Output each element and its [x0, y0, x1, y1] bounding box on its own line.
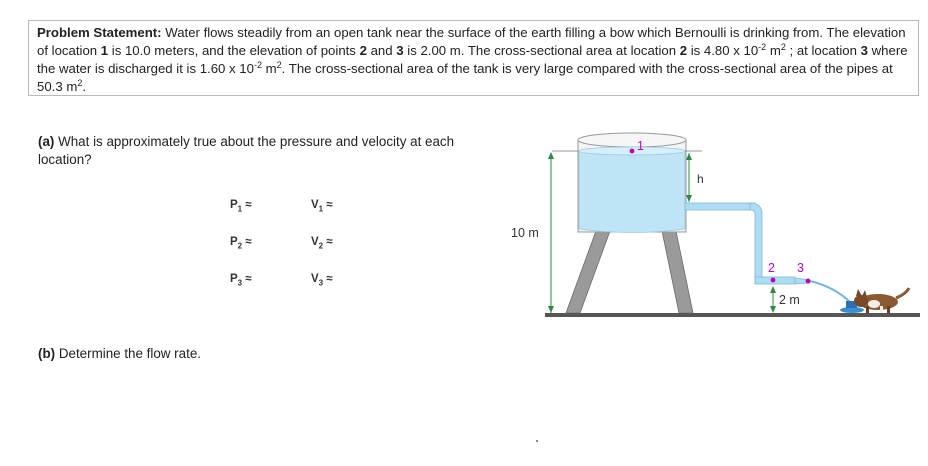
problem-loc: 2	[359, 43, 367, 58]
point-2	[771, 278, 776, 283]
arrow-down	[548, 306, 554, 313]
pipe-horizontal-top	[685, 203, 755, 210]
tank-rim	[578, 133, 686, 147]
pipe-vertical	[750, 203, 762, 283]
question-b-label: (b)	[38, 346, 56, 361]
p1-label: $P_1$ ≈	[230, 199, 252, 214]
label-10m: 10 m	[511, 226, 539, 240]
label-point-1: 1	[637, 139, 644, 153]
p2-label: $P_2$ ≈	[230, 236, 252, 251]
label-h: h	[697, 172, 704, 186]
arrow-h-down	[686, 195, 692, 202]
exponent: -2	[758, 42, 767, 52]
label-point-3: 3	[797, 261, 804, 275]
problem-label: Problem Statement:	[37, 25, 162, 40]
water-stream	[810, 281, 851, 303]
arrow-h-up	[686, 153, 692, 160]
problem-text: ; at location	[785, 43, 861, 58]
arrow-up	[548, 152, 554, 159]
problem-text: m	[262, 61, 277, 76]
problem-text: is 10.0 meters, and the elevation of points	[108, 43, 360, 58]
p3-label: $P_3$ ≈	[230, 273, 252, 288]
ground-line	[545, 313, 920, 317]
v3-label: $V_3$ ≈	[311, 273, 333, 288]
problem-loc: 3	[860, 43, 868, 58]
point-1	[630, 149, 635, 154]
exponent: 2	[276, 60, 282, 70]
label-2m: 2 m	[779, 293, 800, 307]
tank-leg-right	[662, 231, 693, 313]
tank-leg-left	[566, 231, 610, 313]
problem-text: where the water is discharged it is 1.60 x 10	[37, 43, 908, 76]
exponent: 2	[780, 42, 786, 52]
question-b-text: Determine the flow rate.	[55, 346, 201, 361]
point-3	[806, 279, 811, 284]
arrow-2m-up	[770, 286, 776, 293]
problem-text: Water flows steadily from an open tank near the surface of the earth filling a bow which Bernoulli is drinking from. The elevation of location	[37, 25, 906, 58]
v2-label: $V_2$ ≈	[311, 236, 333, 251]
tank-water	[579, 148, 685, 233]
problem-loc: 3	[396, 43, 404, 58]
question-a-text: What is approximately true about the pressure and velocity at each location?	[38, 134, 455, 167]
exponent: -2	[253, 60, 262, 70]
problem-text: is 4.80 x 10	[687, 43, 759, 58]
problem-loc: 2	[679, 43, 688, 58]
label-point-2: 2	[768, 261, 775, 275]
v1-label: $V_1$ ≈	[311, 199, 333, 214]
problem-text: and	[366, 43, 397, 58]
exponent: 2	[77, 78, 83, 88]
question-a-label: (a)	[38, 134, 55, 149]
problem-text: m	[766, 43, 781, 58]
problem-loc: 1	[100, 43, 109, 58]
arrow-2m-down	[770, 306, 776, 313]
problem-text: .	[82, 79, 87, 94]
problem-text: . The cross-sectional area of the tank is very large compared with the cross-sectional area of the pipes at 50.3 m	[37, 61, 893, 94]
problem-text: is 2.00 m. The cross-sectional area at location	[403, 43, 680, 58]
